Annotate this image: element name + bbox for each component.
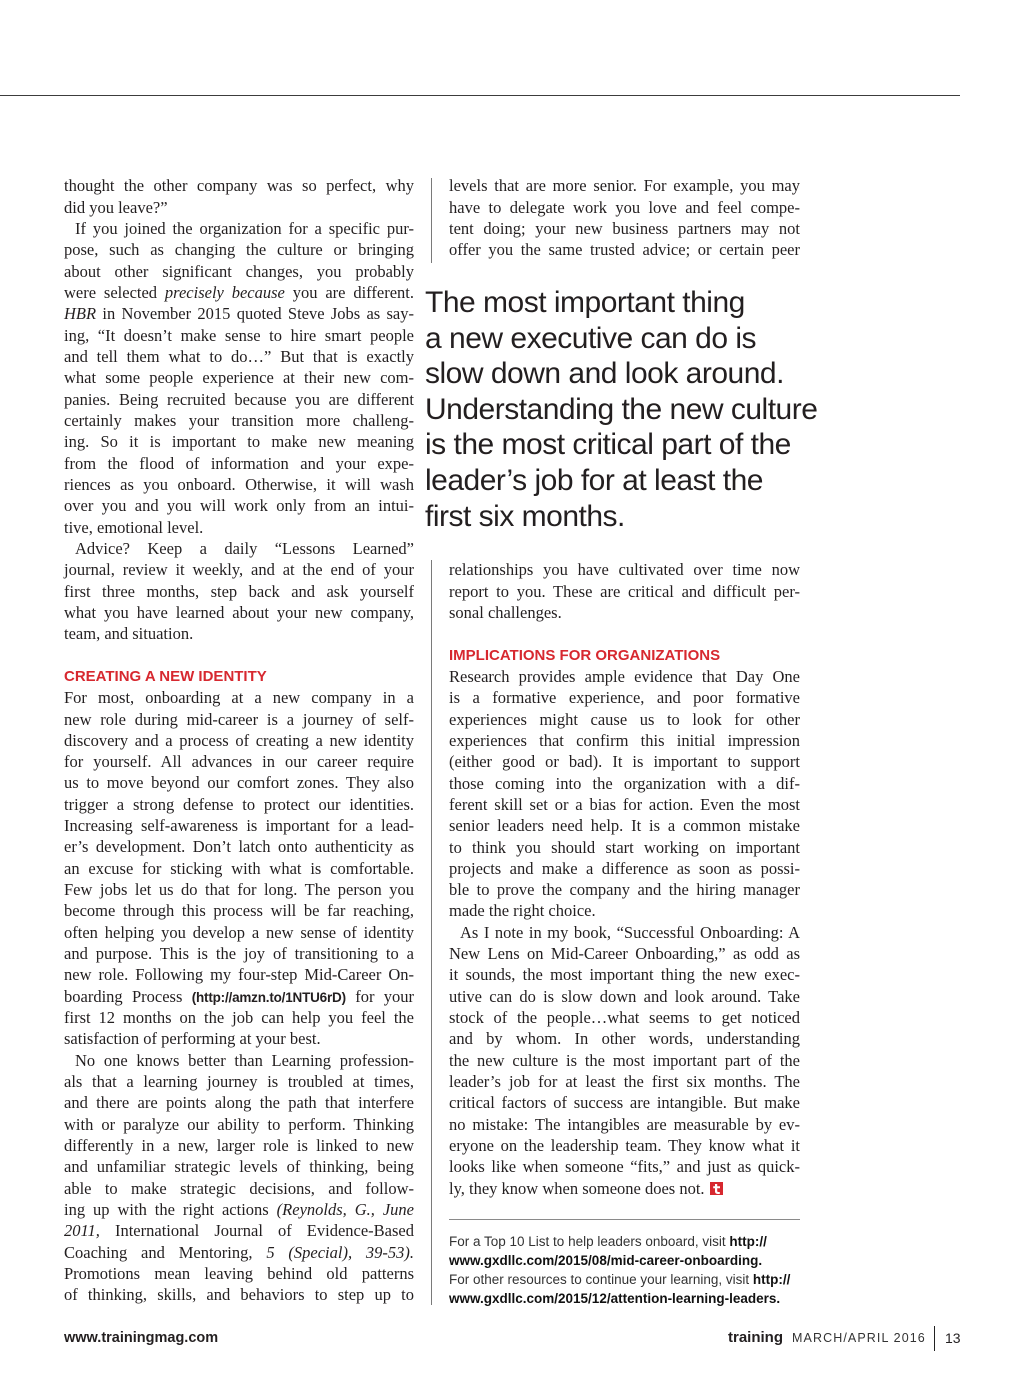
text-segment: For a Top 10 List to help leaders onboard, visit	[449, 1233, 730, 1249]
pull-quote-line: leader’s job for at least the	[425, 463, 763, 497]
body-text-line: looks like when someone “fits,” and just as quick-	[449, 1157, 800, 1177]
body-text-line: experiences that confirm this initial impression	[449, 730, 800, 750]
body-text-line: what you have learned about your new company,	[64, 602, 414, 622]
body-text-line: for yourself. All advances in our career require	[64, 752, 414, 772]
top-rule	[0, 95, 960, 96]
body-text-line	[64, 1220, 414, 1241]
body-text-line: senior leaders need help. It is a common mistake	[449, 816, 800, 836]
text-segment: in November 2015 quoted Steve Jobs as say-	[96, 304, 414, 324]
body-text-line: offer you the same trusted advice; or certain peer	[449, 240, 800, 260]
body-text-line: ble to prove the company and the hiring manager	[449, 880, 800, 900]
footnote-line	[449, 1232, 809, 1251]
footnote-rule	[449, 1219, 800, 1220]
body-text-line: eryone on the leadership team. They know what it	[449, 1136, 800, 1156]
body-text-line: utive can do is slow down and look around. Take	[449, 986, 800, 1006]
left-column	[64, 175, 414, 1305]
page-number: 13	[945, 1330, 961, 1346]
body-text-line: As I note in my book, “Successful Onboarding: A	[460, 922, 800, 942]
text-segment: for your	[345, 986, 414, 1006]
body-text-line: of thinking, skills, and behaviors to step up to	[64, 1285, 414, 1305]
body-text-line: critical factors of success are intangible. But make	[449, 1093, 800, 1113]
body-text-line: satisfaction of performing at your best.	[64, 1029, 321, 1049]
pull-quote-line: first six months.	[425, 499, 625, 533]
link-url[interactable]: http://	[729, 1233, 767, 1249]
body-text-line: and there are points along the path that interfere	[64, 1093, 414, 1113]
body-text-line: made the right choice.	[449, 901, 596, 921]
pull-quote-line: is the most critical part of the	[425, 428, 791, 462]
body-text-line: Few jobs let us do that for long. The person you	[64, 880, 414, 900]
body-text-line: new role during mid-career is a journey of self-	[64, 709, 414, 729]
column-divider	[431, 560, 432, 1305]
link-url[interactable]: www.gxdllc.com/2015/08/mid-career-onboarding.	[449, 1252, 763, 1268]
body-text-line: no mistake: The intangibles are measurable by ev-	[449, 1114, 800, 1134]
body-text-line: leader’s job for at least the first six months. The	[449, 1072, 800, 1092]
body-text-line: stock of the people…what seems to get noticed	[449, 1008, 800, 1028]
column-divider	[431, 178, 432, 263]
body-text-line: those coming into the organization with a dif-	[449, 773, 800, 793]
footer-website: www.trainingmag.com	[64, 1330, 219, 1346]
body-text-line: trigger a strong defense to protect our identities.	[64, 794, 414, 814]
body-text-line	[64, 1242, 414, 1263]
body-text-line: Research provides ample evidence that Day One	[449, 666, 800, 686]
italic-text: (Reynolds, G., June	[276, 1200, 414, 1220]
italic-text: 5 (Special), 39-53).	[266, 1242, 415, 1262]
section-heading: CREATING A NEW IDENTITY	[64, 667, 267, 685]
body-text-line	[449, 1178, 800, 1199]
body-text-line: (either good or bad). It is important to support	[449, 752, 800, 772]
body-text-line: team, and situation.	[64, 624, 194, 644]
end-mark-icon	[710, 1182, 723, 1195]
body-text-line: and purpose. This is the joy of transitioning to a	[64, 944, 414, 964]
text-segment: International Journal of Evidence-Based	[99, 1221, 414, 1241]
body-text-line: relationships you have cultivated over time now	[449, 560, 800, 580]
text-segment: you are different.	[284, 282, 414, 302]
pull-quote	[425, 285, 845, 534]
body-text-line: over you and you will work only from an intui-	[64, 496, 414, 516]
body-text-line: ferent skill set or a bias for action. Even the most	[449, 794, 800, 814]
body-text-line: with or paralyze our ability to perform. Thinking	[64, 1114, 414, 1134]
text-segment: boarding Process	[64, 986, 192, 1006]
body-text-line	[64, 303, 414, 324]
body-text-line: tive, emotional level.	[64, 517, 204, 537]
body-text-line	[64, 986, 414, 1007]
footnote-line	[449, 1251, 809, 1270]
body-text-line	[64, 282, 414, 303]
text-segment: For other resources to continue your learning, visit	[449, 1271, 753, 1287]
body-text-line: ing, “It doesn’t make sense to hire smart people	[64, 325, 414, 345]
pull-quote-line: Understanding the new culture	[425, 392, 818, 426]
section-heading: IMPLICATIONS FOR ORGANIZATIONS	[449, 646, 721, 664]
body-text-line: er’s development. Don’t latch onto authenticity as	[64, 837, 414, 857]
body-text-line: report to you. These are critical and difficult per-	[449, 581, 800, 601]
body-text-line: it sounds, the most important thing the new exec-	[449, 965, 800, 985]
italic-text: precisely because	[164, 282, 285, 302]
body-text-line: did you leave?”	[64, 197, 168, 217]
body-text-line: the new culture is the most important part of the	[449, 1050, 800, 1070]
body-text-line: able to make strategic decisions, and follow-	[64, 1178, 414, 1198]
body-text-line: journal, review it weekly, and at the end of your	[64, 560, 414, 580]
body-text-line: New Lens on Mid-Career Onboarding,” as odd as	[449, 944, 800, 964]
pull-quote-line: a new executive can do is	[425, 321, 757, 355]
body-text-line: and by whom. In other words, understanding	[449, 1029, 800, 1049]
body-text-line: If you joined the organization for a specific pur-	[75, 218, 414, 238]
link-url[interactable]: www.gxdllc.com/2015/12/attention-learning-leaders.	[449, 1290, 781, 1306]
body-text-line: pose, such as changing the culture or bringing	[64, 240, 414, 260]
body-text-line: For most, onboarding at a new company in a	[64, 688, 414, 708]
body-text-line: become through this process will be far reaching,	[64, 901, 414, 921]
body-text-line: certainly makes your transition more challeng-	[64, 410, 414, 430]
body-text-line	[64, 1199, 414, 1220]
footer-magazine-name: training	[728, 1329, 783, 1346]
italic-text: HBR	[64, 304, 97, 324]
body-text-line: us to move beyond our comfort zones. They also	[64, 773, 414, 793]
body-text-line: often helping you develop a new sense of identity	[64, 922, 414, 942]
body-text-line: first three months, step back and ask yourself	[64, 581, 414, 601]
body-text-line: panies. Being recruited because you are different	[64, 389, 414, 409]
right-column-top	[449, 175, 800, 260]
body-text-line: and tell them what to do…” But that is exactly	[64, 346, 414, 366]
footnote	[449, 1232, 809, 1308]
body-text-line: what some people experience at their new com-	[64, 368, 414, 388]
body-text-line: is a formative experience, and poor formative	[449, 688, 800, 708]
link-url[interactable]: http://	[752, 1271, 791, 1287]
body-text-line: ing. So it is important to make new meaning	[64, 432, 414, 452]
footnote-line	[449, 1270, 809, 1289]
text-segment: Coaching and Mentoring,	[64, 1242, 267, 1262]
body-text-line: to think you should start working on important	[449, 837, 800, 857]
body-text-line: tent doing; your new business partners may not	[449, 218, 800, 238]
footer-issue-date: MARCH/APRIL 2016	[792, 1331, 926, 1345]
body-text-line: projects and make a difference as soon as possi-	[449, 858, 800, 878]
body-text-line: from the flood of information and your expe-	[64, 453, 414, 473]
right-column-bottom	[449, 559, 800, 1199]
text-segment: were selected	[64, 282, 165, 302]
body-text-line: new role. Following my four-step Mid-Career On-	[64, 965, 414, 985]
body-text-line: levels that are more senior. For example, you may	[449, 176, 800, 196]
pull-quote-line: slow down and look around.	[425, 357, 784, 391]
body-text-line: and unfamiliar strategic levels of thinking, being	[64, 1157, 414, 1177]
body-text-line: No one knows better than Learning profession-	[75, 1050, 414, 1070]
body-text-line: Promotions mean leaving behind old patterns	[64, 1264, 414, 1284]
link-url[interactable]: (http://amzn.to/1NTU6rD)	[191, 989, 346, 1005]
body-text-line: an excuse for sticking with what is comfortable.	[64, 858, 414, 878]
body-text-line: Increasing self-awareness is important for a lead-	[64, 816, 414, 836]
body-text-line: sonal challenges.	[449, 602, 562, 622]
body-text-line: experiences might cause us to look for other	[449, 709, 800, 729]
body-text-line: discovery and a process of creating a new identity	[64, 730, 414, 750]
body-text-line: thought the other company was so perfect, why	[64, 176, 414, 196]
body-text-line: have to delegate work you love and feel compe-	[449, 197, 800, 217]
text-segment: ing up with the right actions	[64, 1200, 277, 1220]
body-text-line: differently in a new, larger role is linked to new	[64, 1136, 414, 1156]
footer-divider	[934, 1326, 935, 1351]
body-text-line: riences as you onboard. Otherwise, it will wash	[64, 474, 414, 494]
text-segment: ly, they know when someone does not.	[449, 1178, 705, 1198]
pull-quote-line: The most important thing	[425, 286, 745, 319]
body-text-line: about other significant changes, you probably	[64, 261, 414, 281]
footnote-line	[449, 1289, 809, 1308]
body-text-line: first 12 months on the job can help you feel the	[64, 1008, 414, 1028]
body-text-line: Advice? Keep a daily “Lessons Learned”	[75, 538, 414, 558]
body-text-line: als that a learning journey is troubled at times,	[64, 1072, 414, 1092]
italic-text: 2011,	[64, 1221, 100, 1241]
